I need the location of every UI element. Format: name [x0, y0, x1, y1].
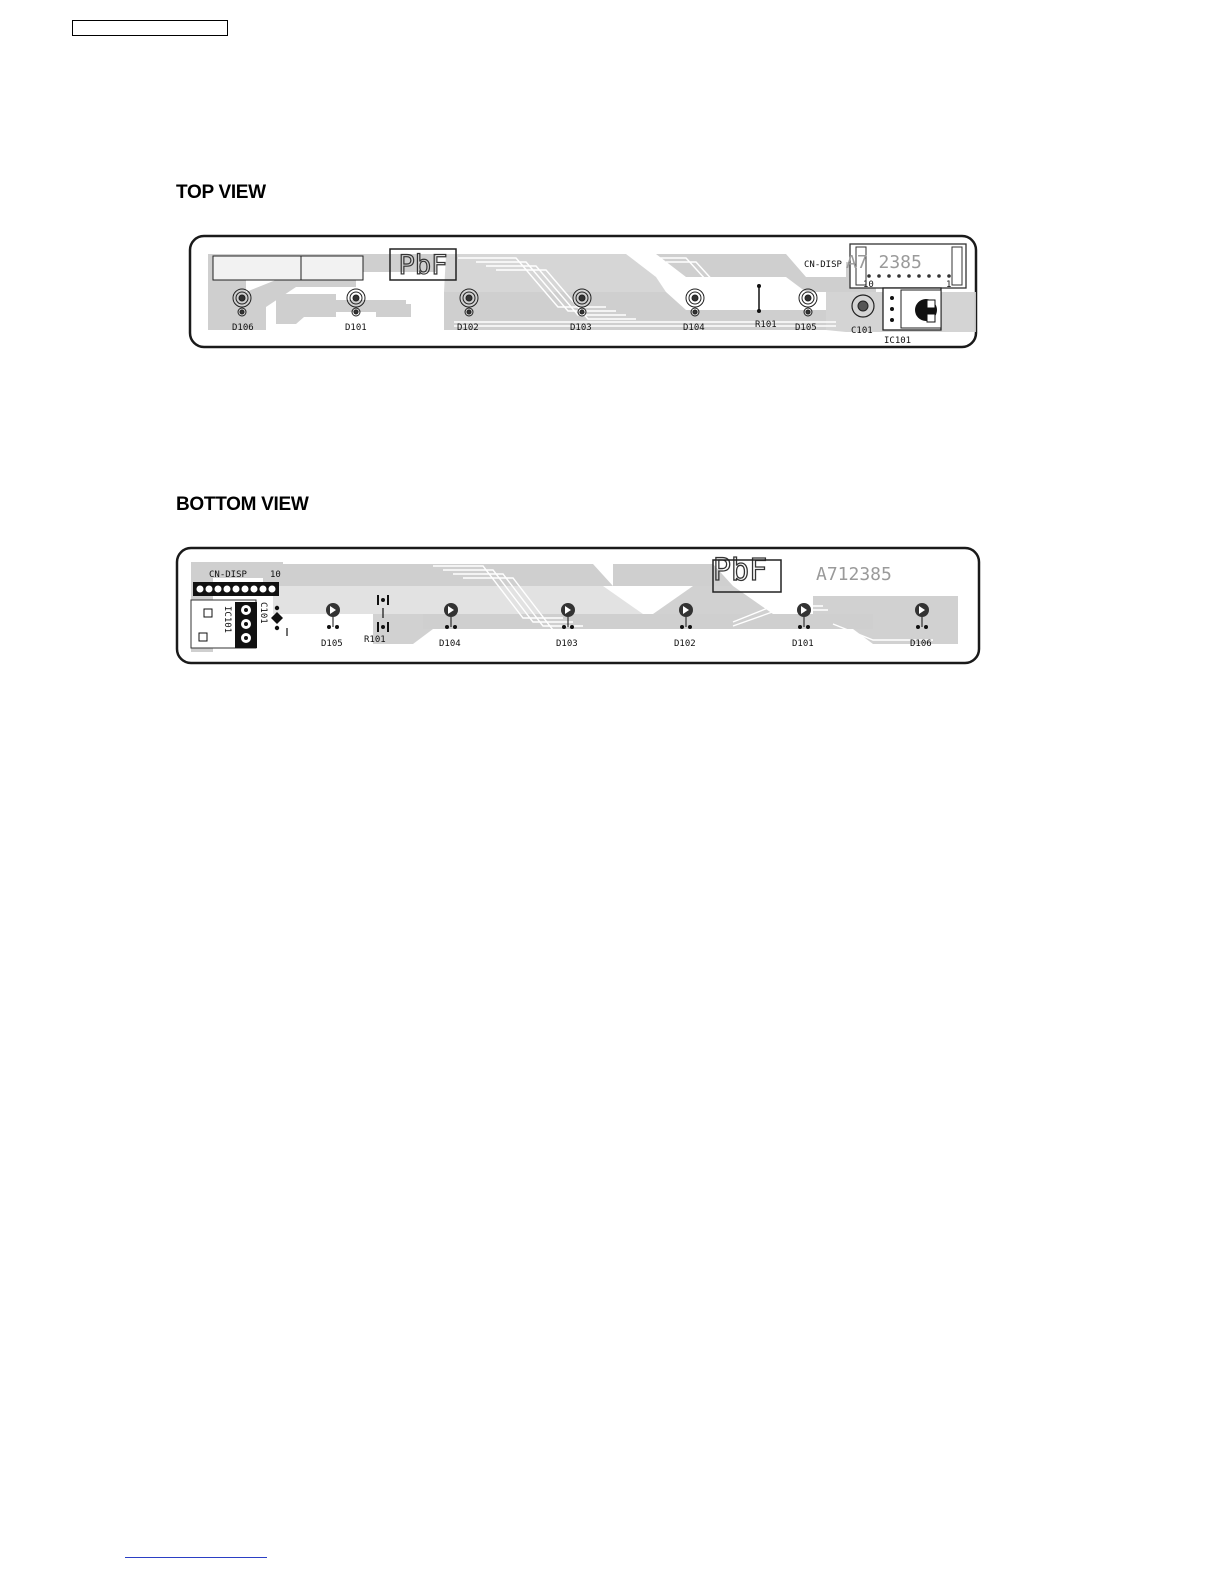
connector-label: CN-DISP — [209, 570, 247, 580]
label-d104: D104 — [683, 323, 705, 333]
header-box — [72, 20, 228, 36]
pbf-mark: PbF — [713, 553, 768, 588]
label-d101: D101 — [345, 323, 367, 333]
label-d101: D101 — [792, 639, 814, 649]
pin-last-label: 1 — [946, 280, 952, 290]
part-number: A712385 — [816, 564, 892, 585]
label-d106: D106 — [232, 323, 254, 333]
label-c101: C101 — [258, 602, 268, 624]
bottom-view-pcb — [173, 544, 983, 668]
part-number: A7 2385 — [846, 252, 922, 273]
bottom-view-title: BOTTOM VIEW — [176, 494, 309, 515]
label-d103: D103 — [570, 323, 592, 333]
label-d103: D103 — [556, 639, 578, 649]
footer-link[interactable] — [125, 1557, 267, 1558]
pin-first-label: 10 — [863, 280, 874, 290]
label-d104: D104 — [439, 639, 461, 649]
pbf-mark: PbF — [398, 250, 448, 281]
top-view-title: TOP VIEW — [176, 182, 266, 203]
label-ic101: IC101 — [884, 336, 912, 346]
label-d102: D102 — [457, 323, 479, 333]
label-r101: R101 — [755, 320, 777, 330]
label-area — [213, 256, 363, 280]
label-r101: R101 — [364, 635, 386, 645]
connector-pins — [867, 274, 951, 278]
label-c101: C101 — [851, 326, 873, 336]
top-view-pcb — [186, 232, 980, 352]
label-d105: D105 — [795, 323, 817, 333]
label-ic101: IC101 — [222, 606, 232, 634]
label-d102: D102 — [674, 639, 696, 649]
connector-label: CN-DISP — [804, 260, 842, 270]
connector-pads — [196, 585, 276, 593]
label-d105: D105 — [321, 639, 343, 649]
ic-footprint — [883, 288, 941, 330]
pin-label: 10 — [270, 570, 281, 580]
label-d106: D106 — [910, 639, 932, 649]
